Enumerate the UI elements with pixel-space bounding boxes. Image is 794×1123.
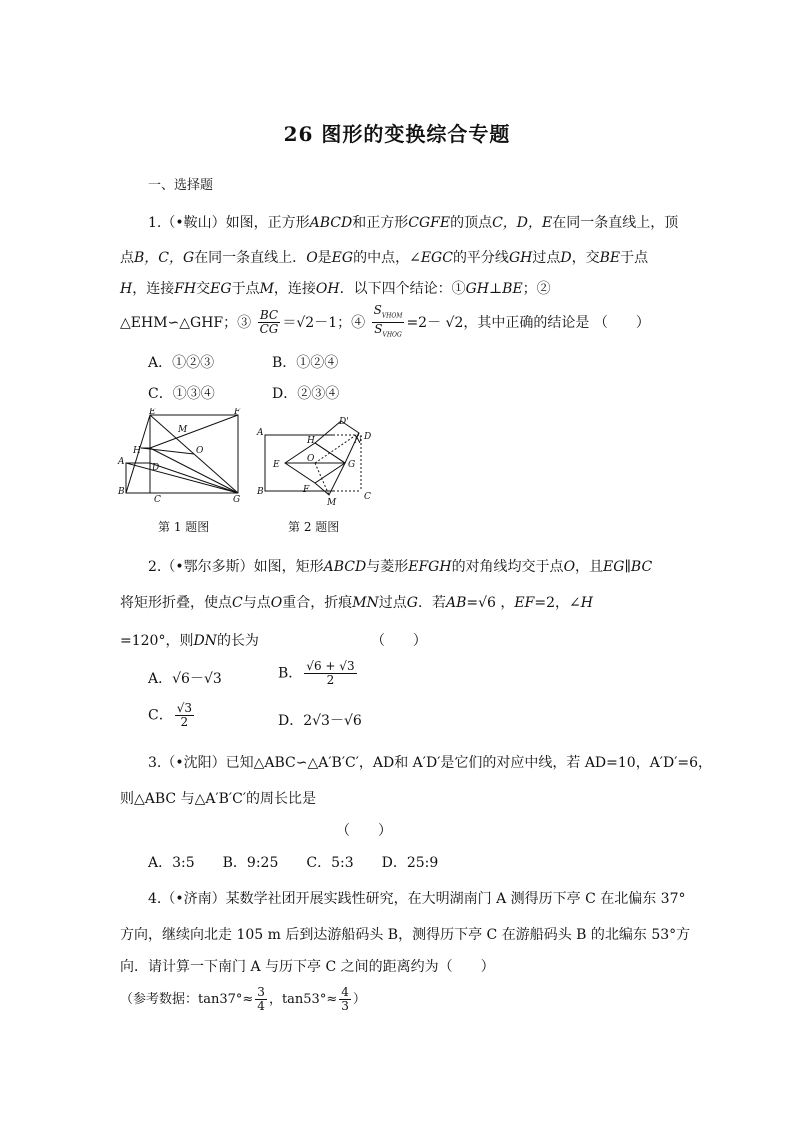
q3-options: A．3:5 B．9:25 C．5:3 D．25:9 — [148, 855, 439, 871]
fig1-label-o: O — [196, 446, 204, 456]
q3-line2: 则△ABC 与△A′B′C′的周长比是 — [120, 791, 316, 807]
q1-option-c: C．①③④ — [148, 386, 215, 402]
figure-1 — [116, 408, 248, 504]
q2-line3: =120°，则DN的长为 （ ） — [120, 633, 427, 649]
q2-option-a: A．√6－√3 — [148, 671, 222, 687]
fig2-label-a: A — [257, 428, 264, 438]
q4-line1: 4.（•济南）某数学社团开展实践性研究，在大明湖南门 A 测得历下亭 C 在北偏东 37° — [148, 891, 686, 907]
fig1-label-a: A — [118, 457, 125, 467]
fig2-label-n: N — [354, 436, 362, 446]
fig1-label-m: M — [178, 425, 188, 435]
q4-line4: （参考数据：tan37°≈ $\frac{3}{4}$ ，tan53°≈ $\frac{4}{3}$ ） — [120, 985, 366, 1013]
figure-2 — [255, 415, 385, 507]
fig1-label-b: B — [118, 487, 125, 497]
fig1-label-f: F — [234, 408, 241, 417]
q1-option-a: A．①②③ — [148, 355, 215, 371]
fig2-label-e: E — [273, 460, 280, 470]
q2-option-d: D．2√3－√6 — [278, 713, 362, 729]
q3-line1: 3.（•沈阳）已知△ABC∽△A′B′C′，AD和 A′D′是它们的对应中线，若 AD=10，A′D′=6， — [148, 755, 713, 771]
q1-line2: 点B，C，G在同一条直线上．O是EG的中点，∠EGC的平分线GH过点D，交BE于点 — [120, 250, 649, 266]
fig2-label-o: O — [307, 454, 315, 464]
fig1-label-d: D — [152, 463, 160, 473]
page-title: 26 图形的变换综合专题 — [283, 122, 511, 146]
fig2-label-h: H — [307, 436, 315, 446]
fig2-label-g: G — [348, 460, 356, 470]
fig2-label-f: F — [303, 485, 310, 495]
section-heading: 一、选择题 — [148, 178, 214, 193]
fig1-label-g: G — [233, 495, 241, 504]
fig1-label-h: H — [133, 446, 141, 456]
q2-line1: 2.（•鄂尔多斯）如图，矩形ABCD与菱形EFGH的对角线均交于点O，且EG∥BC — [148, 559, 653, 575]
fig2-label-d-prime: D' — [339, 417, 349, 427]
q1-line3: H，连接FH交EG于点M，连接OH．以下四个结论：①GH⊥BE；② — [120, 281, 551, 297]
q1-option-d: D．②③④ — [272, 386, 340, 402]
fig2-label-d: D — [364, 432, 372, 442]
q2-option-b: B． $\frac{√6 + √3}{2}$ — [278, 659, 355, 687]
q1-line1: 1.（•鞍山）如图，正方形ABCD和正方形CGFE的顶点C，D，E在同一条直线上，顶 — [148, 215, 679, 231]
fig2-caption: 第 2 题图 — [288, 520, 340, 534]
q3-answer-paren: （ ） — [336, 823, 392, 839]
fig1-caption: 第 1 题图 — [158, 520, 210, 534]
fig1-label-e: E — [149, 408, 156, 417]
fig2-label-m: M — [327, 498, 337, 507]
fig1-label-c: C — [154, 495, 161, 504]
q4-line2: 方向，继续向北走 105 m 后到达游船码头 B，测得历下亭 C 在游船码头 B 的北编东 53°方 — [120, 927, 691, 943]
fig2-label-c: C — [364, 492, 371, 502]
q1-option-b: B．①②④ — [272, 355, 339, 371]
q2-option-c: C． $\frac{√3}{2}$ — [148, 701, 192, 729]
fraction-area-ratio: $\frac{S_{VHOM}}{S_{VHOG}}$ — [373, 303, 403, 339]
fig2-label-b: B — [257, 487, 264, 497]
q1-line4: △EHM∽△GHF；③ $\frac{BC}{CG}$ ＝√2－1；④ $\frac{S_{VHOM}}{S_{VHOG}}$ =2－ √2，其中正确的结论是 （ ） — [120, 304, 650, 342]
q4-line3: 向．请计算一下南门 A 与历下亭 C 之间的距离约为（ ） — [120, 959, 495, 975]
fraction-bc-cg: $\frac{BC}{CG}$ — [259, 308, 279, 337]
q2-line2: 将矩形折叠，使点C与点O重合，折痕MN过点G．若AB=√6 ，EF=2，∠H — [120, 595, 593, 611]
